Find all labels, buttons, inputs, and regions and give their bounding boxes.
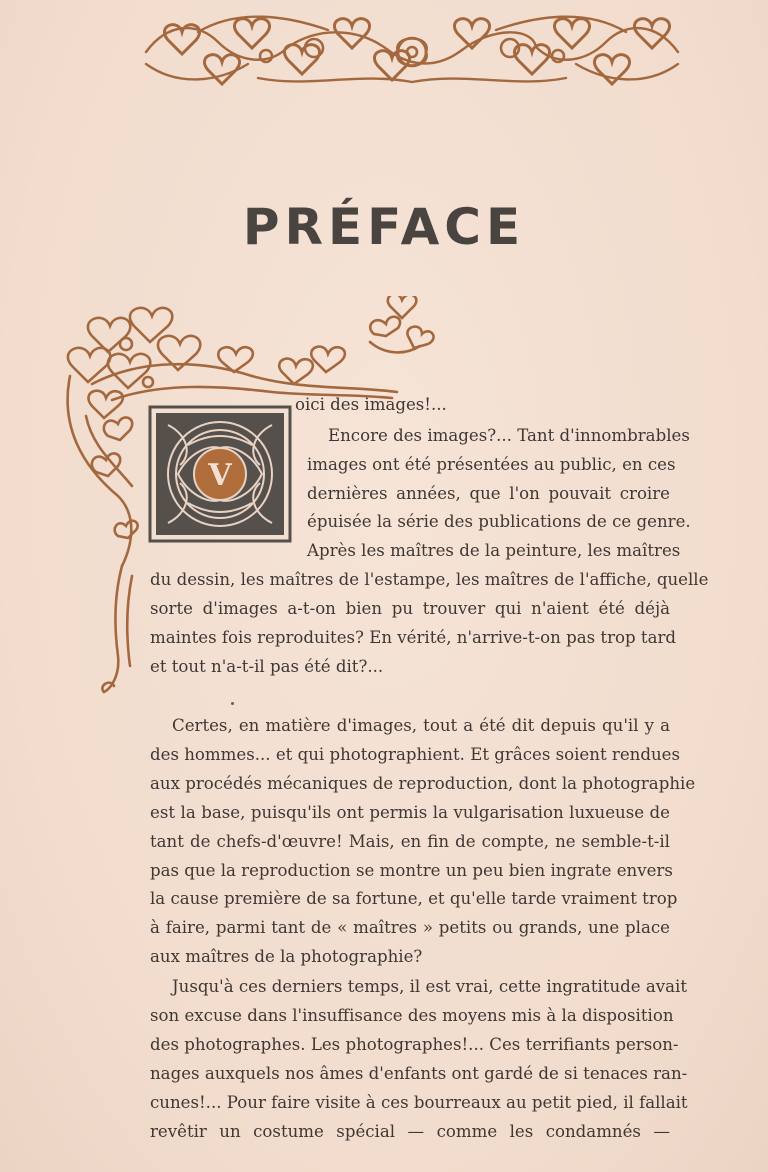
text-line: des photographes. Les photographes!... Ces terrifiants person-	[150, 1035, 679, 1054]
text-line: Encore des images?... Tant d'innombrables	[328, 426, 690, 445]
text-line: images ont été présentées au public, en ces	[307, 455, 676, 474]
text-line: aux maîtres de la photographie?	[150, 947, 423, 966]
text-line: épuisée la série des publications de ce genre.	[307, 512, 691, 531]
text-line: à faire, parmi tant de « maîtres » petits ou grands, une place	[150, 918, 670, 937]
top-floral-ornament	[138, 12, 686, 92]
text-line: sorte d'images a-t-on bien pu trouver qui n'aient été déjà	[150, 599, 670, 618]
ink-speck	[231, 702, 234, 705]
text-line: nages auxquels nos âmes d'enfants ont gardé de si tenaces ran-	[150, 1064, 688, 1083]
text-line: du dessin, les maîtres de l'estampe, les maîtres de l'affiche, quelle	[150, 570, 709, 589]
text-line: son excuse dans l'insuffisance des moyens mis à la disposition	[150, 1006, 674, 1025]
text-line: oici des images!...	[295, 395, 447, 414]
text-line: pas que la reproduction se montre un peu bien ingrate envers	[150, 861, 673, 880]
dropcap-ornament	[148, 405, 292, 543]
text-line: cunes!... Pour faire visite à ces bourreaux au petit pied, il fallait	[150, 1093, 688, 1112]
text-line: revêtir un costume spécial — comme les condamnés —	[150, 1122, 670, 1141]
text-line: dernières années, que l'on pouvait croire	[307, 484, 670, 503]
text-line: et tout n'a-t-il pas été dit?...	[150, 657, 384, 676]
text-line: Certes, en matière d'images, tout a été dit depuis qu'il y a	[172, 716, 670, 735]
text-line: est la base, puisqu'ils ont permis la vulgarisation luxueuse de	[150, 803, 670, 822]
text-line: maintes fois reproduites? En vérité, n'arrive-t-on pas trop tard	[150, 628, 677, 647]
text-line: des hommes... et qui photographient. Et grâces soient rendues	[150, 745, 680, 764]
text-line: la cause première de sa fortune, et qu'elle tarde vraiment trop	[150, 889, 678, 908]
dropcap-letter: V	[208, 458, 232, 493]
text-line: tant de chefs-d'œuvre! Mais, en fin de compte, ne semble-t-il	[150, 832, 670, 851]
text-line: aux procédés mécaniques de reproduction, dont la photographie	[150, 774, 696, 793]
text-line: Après les maîtres de la peinture, les maîtres	[307, 541, 681, 560]
text-line: Jusqu'à ces derniers temps, il est vrai, cette ingratitude avait	[172, 977, 688, 996]
page-title: PRÉFACE	[242, 198, 526, 256]
